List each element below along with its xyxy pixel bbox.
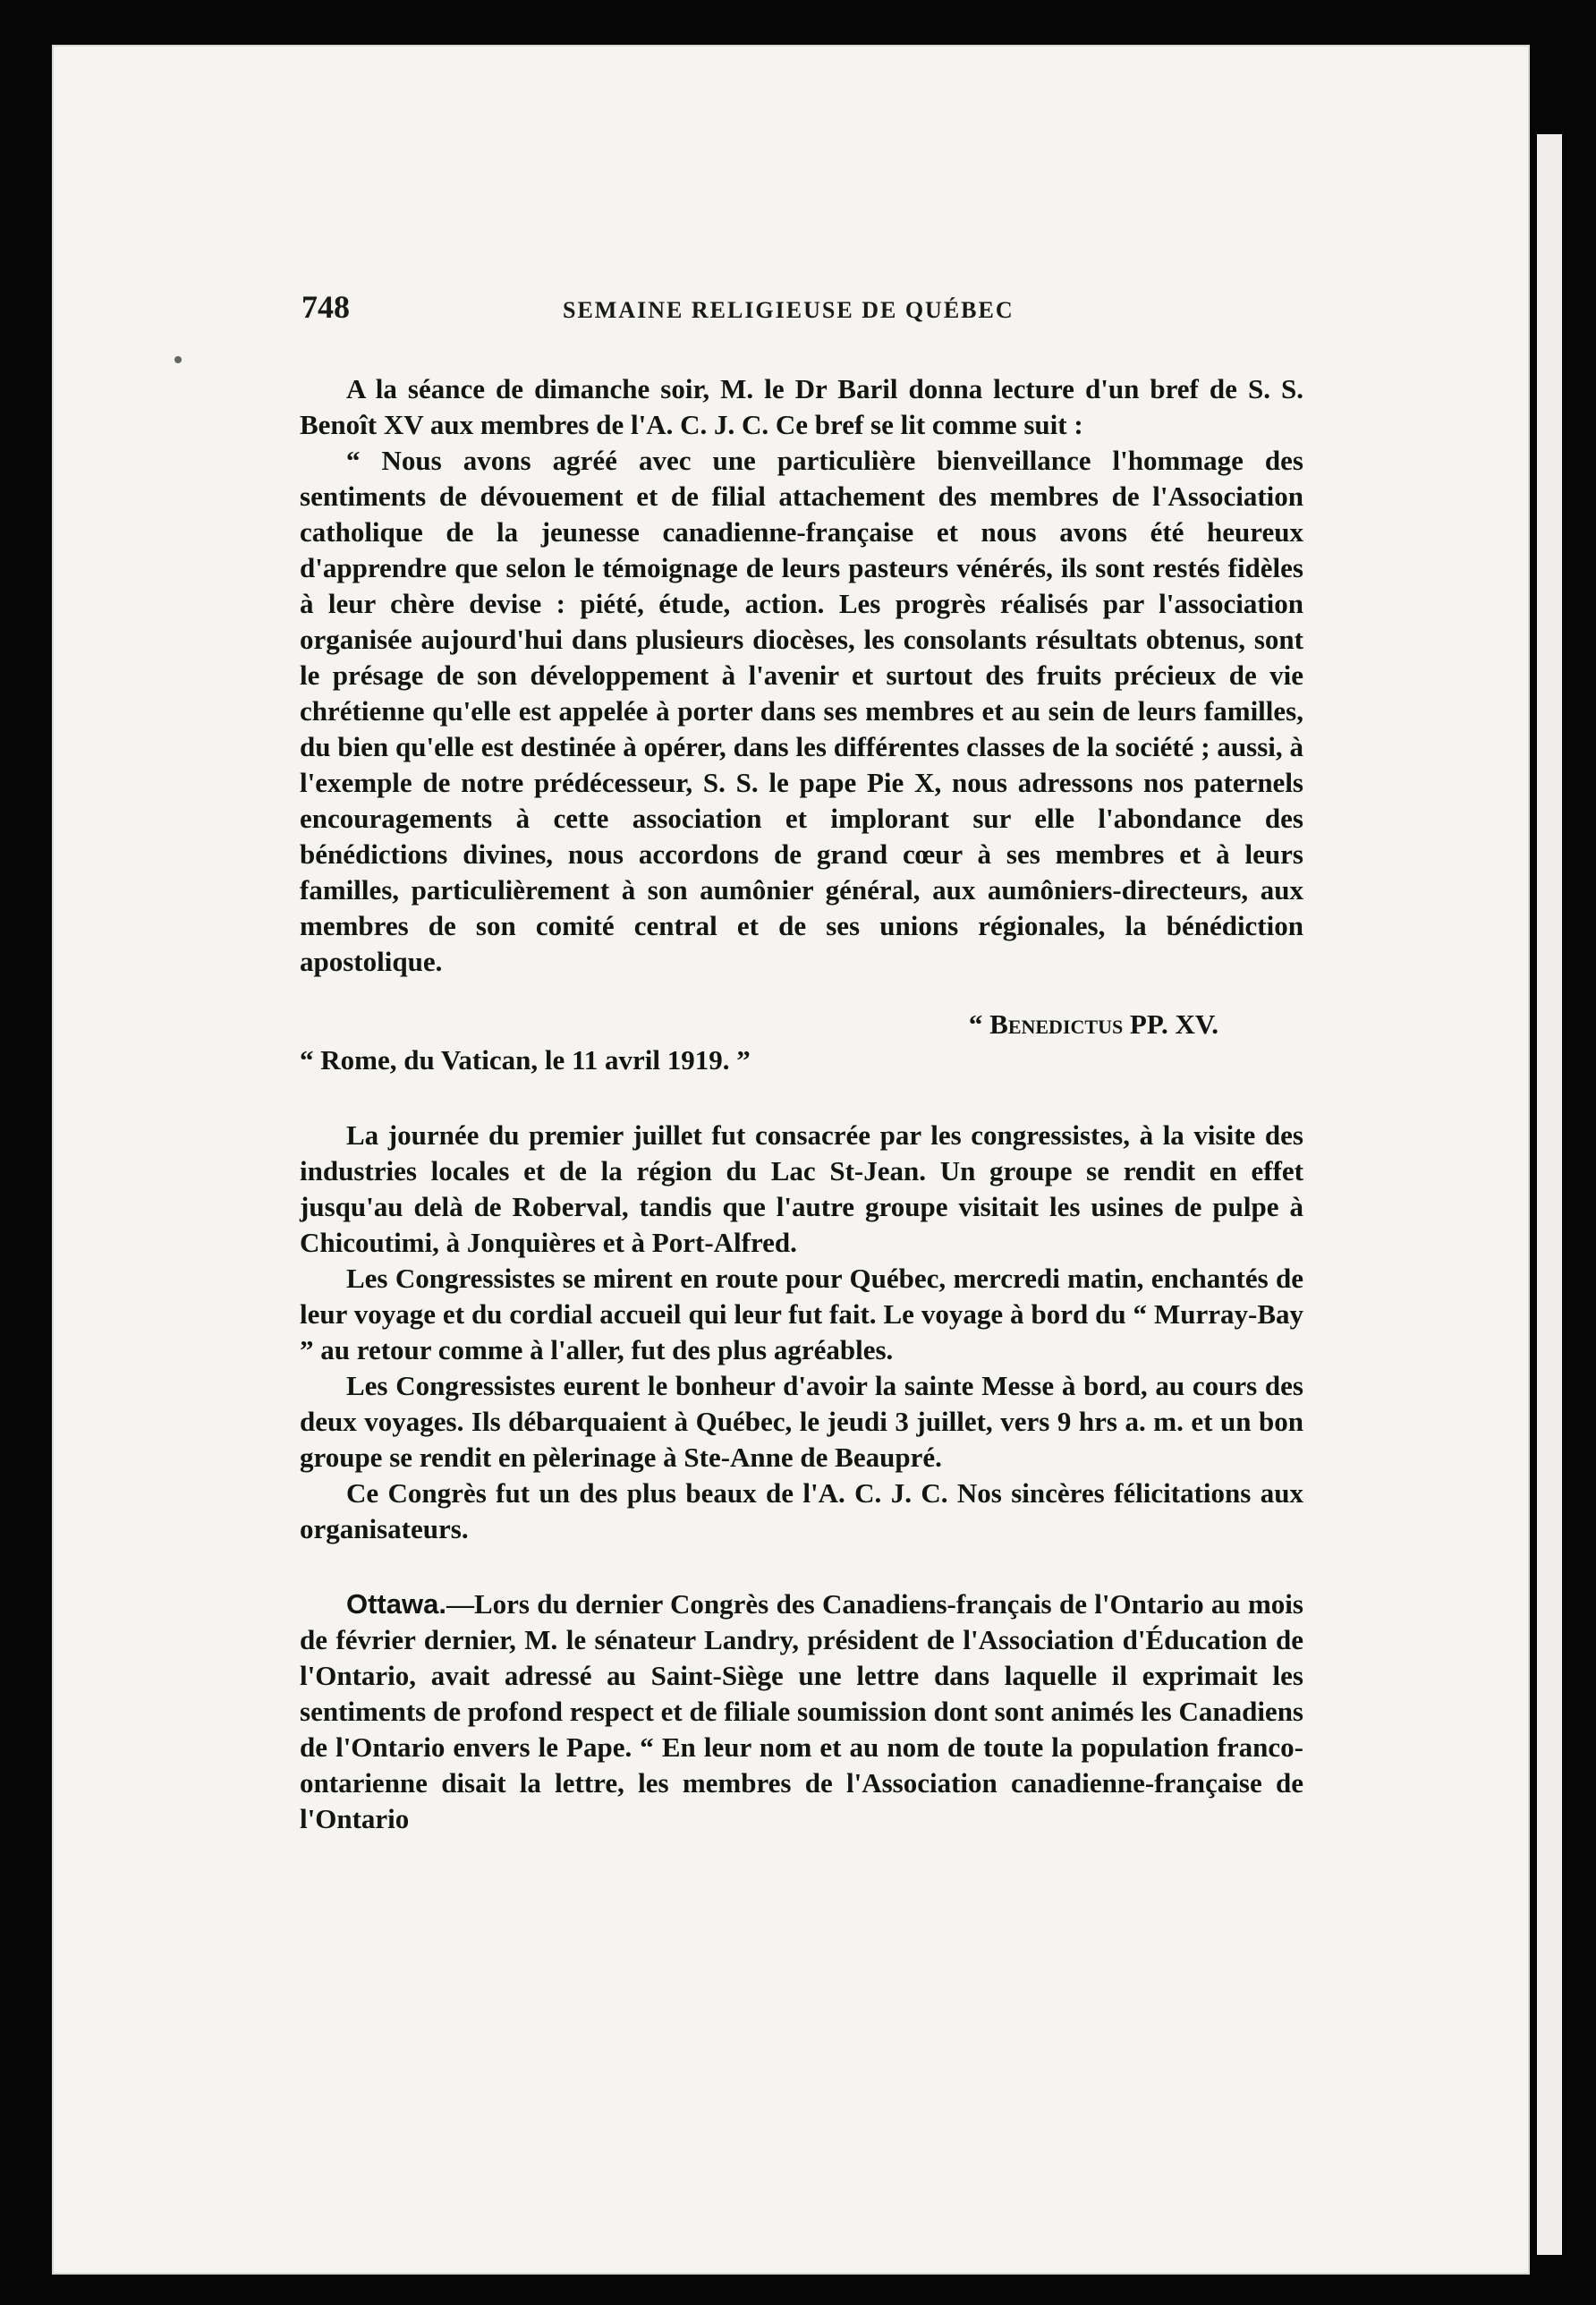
paragraph-intro: A la séance de dimanche soir, M. le Dr Baril donna lecture d'un bref de S. S. Benoît XV aux membres de l'A. C. J. C. Ce bref se lit comme suit :: [300, 373, 1303, 440]
paragraph-return-voyage: Les Congressistes se mirent en route pour Québec, mercredi matin, enchantés de leur voyage et du cordial accueil qui leur fut fait. Le voyage à bord du “ Murray-Bay ” au retour comme à l'aller, fut des plus agréables.: [300, 1263, 1303, 1365]
article-body: [300, 371, 1303, 1837]
brief-signature: [300, 1007, 1303, 1042]
signature-text: “ Benedictus PP. XV.: [968, 1008, 1218, 1040]
section-gap: [300, 1078, 1303, 1118]
paragraph-first-july: La journée du premier juillet fut consacrée par les congressistes, à la visite des industries locales et de la région du Lac St-Jean. Un groupe se rendit en effet jusqu'au delà de Roberval, tandis que l'autre groupe visitait les usines de pulpe à Chicoutimi, à Jonquières et à Port-Alfred.: [300, 1119, 1303, 1258]
page-header: [301, 286, 1303, 340]
paragraph-ottawa: [300, 1586, 1303, 1837]
ottawa-lead-word: Ottawa.: [346, 1588, 446, 1620]
adjacent-page-edge: [1537, 134, 1562, 2255]
paragraph-congratulations: Ce Congrès fut un des plus beaux de l'A. C. J. C. Nos sincères félicitations aux organisateurs.: [300, 1477, 1303, 1544]
ottawa-text: —Lors du dernier Congrès des Canadiens-français de l'Ontario au mois de février dernier, M. le sénateur Landry, président de l'Association d'Éducation de l'Ontario, avait adressé au Saint-Siège une lettre dans laquelle il exprimait les sentiments de profond respect et de filiale soumission dont sont animés les Canadiens de l'Ontario envers le Pape. “ En leur nom et au nom de toute la population franco-ontarienne disait la lettre, les membres de l'Association canadienne-française de l'Ontario: [300, 1588, 1303, 1834]
page-number: 748: [301, 289, 350, 325]
paragraph-papal-brief: “ Nous avons agréé avec une particulière bienveillance l'hommage des sentiments de dévouement et de filial attachement des membres de l'Association catholique de la jeunesse canadienne-française et nous avons été heureux d'apprendre que selon le témoignage de leurs pasteurs vénérés, ils sont restés fidèles à leur chère devise : piété, étude, action. Les progrès réalisés par l'association organisée aujourd'hui dans plusieurs diocèses, les consolants résultats obtenus, sont le présage de son développement à l'avenir et surtout des fruits précieux de vie chrétienne qu'elle est appelée à porter dans ses membres et au sein de leurs familles, du bien qu'elle est destinée à opérer, dans les différentes classes de la société ; aussi, à l'exemple de notre prédécesseur, S. S. le pape Pie X, nous adressons nos paternels encouragements à cette association et implorant sur elle l'abondance des bénédictions divines, nous accordons de grand cœur à ses membres et à leurs familles, particulièrement à son aumônier général, aux aumôniers-directeurs, aux membres de son comité central et de ses unions régionales, la bénédiction apostolique.: [300, 445, 1303, 977]
brief-dateline: “ Rome, du Vatican, le 11 avril 1919. ”: [300, 1044, 751, 1076]
paragraph-holy-mass: Les Congressistes eurent le bonheur d'avoir la sainte Messe à bord, au cours des deux voyages. Ils débarquaient à Québec, le jeudi 3 juillet, vers 9 hrs a. m. et un bon groupe se rendit en pèlerinage à Ste-Anne de Beaupré.: [300, 1370, 1303, 1473]
running-title: SEMAINE RELIGIEUSE DE QUÉBEC: [563, 297, 1014, 323]
section-gap: [300, 1547, 1303, 1586]
margin-speck: [174, 356, 182, 363]
